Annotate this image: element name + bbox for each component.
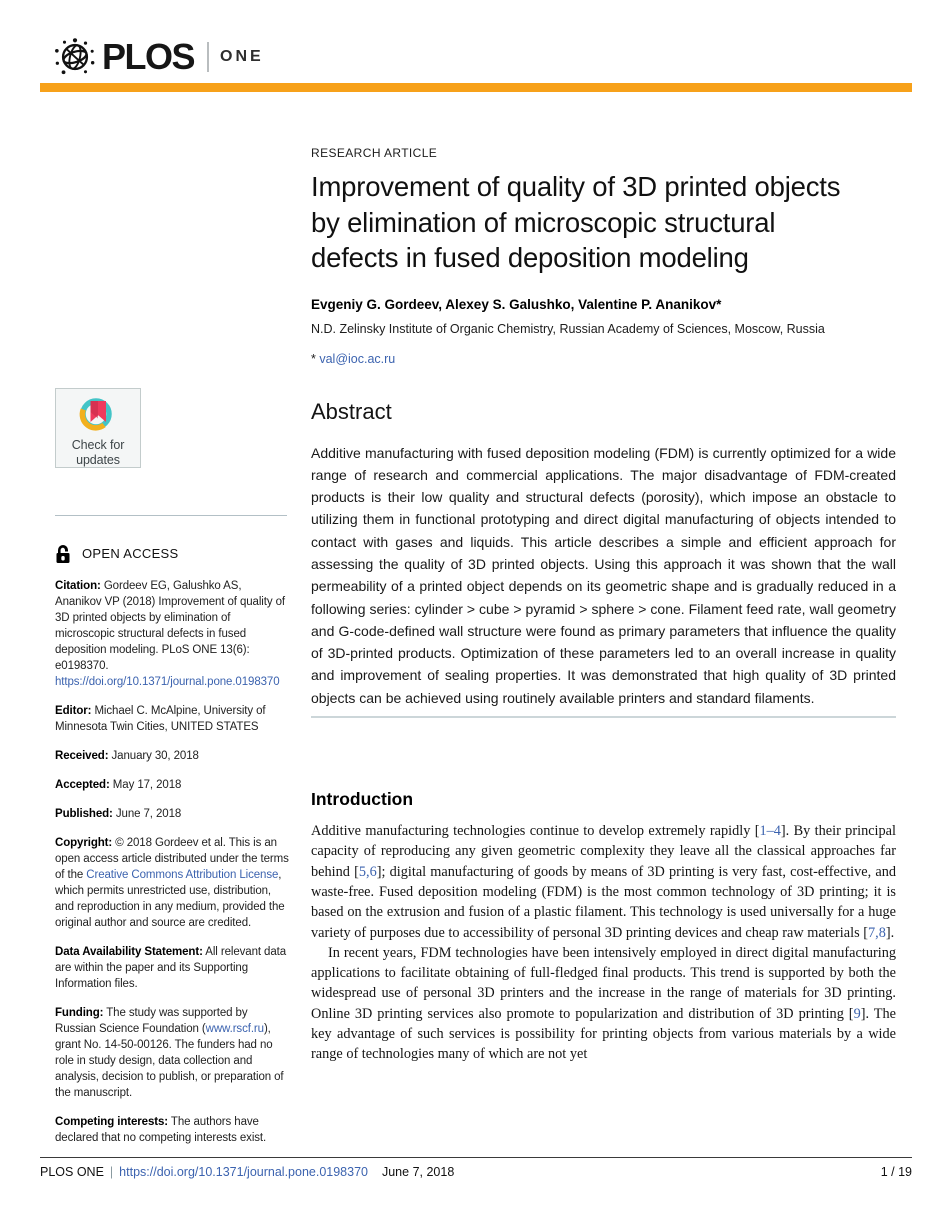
article-type-kicker: RESEARCH ARTICLE bbox=[311, 146, 438, 160]
footer-page-number: 1 / 19 bbox=[880, 1165, 912, 1179]
copyright-label: Copyright: bbox=[55, 837, 113, 849]
funding-text bbox=[55, 1007, 284, 1099]
footer-date: June 7, 2018 bbox=[381, 1165, 455, 1179]
citation-block bbox=[55, 578, 290, 690]
copyright-text bbox=[55, 837, 289, 929]
article-title: Improvement of quality of 3D printed objects by elimination of microscopic structural defects in fused deposition modeling bbox=[311, 171, 841, 273]
received-label: Received: bbox=[55, 750, 109, 762]
corresponding-asterisk: * bbox=[311, 351, 320, 366]
inline-text: , which permits unrestricted use, distribution, and reproduction in any medium, provided the original author and source are credited. bbox=[55, 869, 285, 929]
inline-link[interactable]: 1–4 bbox=[759, 823, 781, 840]
open-lock-icon bbox=[55, 543, 74, 565]
received-block bbox=[55, 748, 290, 764]
inline-text: ), grant No. 14-50-00126. The funders had no role in study design, data collection and analysis, decision to publish, or preparation of the manuscript. bbox=[55, 1023, 284, 1099]
logo-plos-text: PLOS bbox=[102, 36, 195, 77]
inline-link[interactable]: 9 bbox=[853, 1005, 861, 1022]
footer-separator: | bbox=[109, 1165, 114, 1179]
inline-text: ]. By their principal capacity of reproducing any given geometric complexity they leave all the classical approaches far behind [ bbox=[311, 823, 896, 880]
logo-one-text: ONE bbox=[220, 48, 264, 65]
article-column bbox=[311, 146, 896, 1065]
footer-doi-link[interactable]: https://doi.org/10.1371/journal.pone.0198370 bbox=[119, 1165, 368, 1179]
accepted-block bbox=[55, 777, 290, 793]
citation-label: Citation: bbox=[55, 580, 101, 592]
inline-link[interactable]: www.rscf.ru bbox=[205, 1023, 264, 1035]
introduction-paragraph-1 bbox=[311, 821, 896, 943]
corresponding-author-line bbox=[311, 352, 896, 366]
open-access-label: OPEN ACCESS bbox=[82, 546, 179, 561]
inline-text: Additive manufacturing technologies continue to develop extremely rapidly [ bbox=[311, 823, 760, 840]
funding-label: Funding: bbox=[55, 1007, 104, 1019]
inline-text: Gordeev EG, Galushko AS, Ananikov VP (2018) Improvement of quality of 3D printed objects by elimination of microscopic structural defects in fused deposition modeling. PLoS ONE 13(6): e0198370. bbox=[55, 580, 285, 672]
abstract-heading: Abstract bbox=[311, 398, 392, 424]
abstract-text: Additive manufacturing with fused deposition modeling (FDM) is currently optimized for a wide range of research and commercial applications. The major disadvantage of FDM-created products is their low quality and structural defects (porosity), which impose an obstacle to utilizing them in functional prototyping and direct digital manufacturing of objects intended to contact with gases and liquids. This article describes a simple and efficient approach for assessing the quality of 3D printed objects. Using this approach it was shown that the wall permeability of a printed object depends on its geometric shape and is gradually reduced in a following series: cylinder > cube > pyramid > sphere > cone. Filament feed rate, wall geometry and G-code-defined wall structure were found as primary parameters that influence the quality of 3D-printed products. Optimization of these parameters led to an overall increase in quality and improvement of sealing properties. It was demonstrated that high quality of 3D printed objects can be achieved using routinely available printers and standard filaments. bbox=[311, 444, 896, 706]
affiliation: N.D. Zelinsky Institute of Organic Chemistry, Russian Academy of Sciences, Moscow, Russia bbox=[311, 321, 825, 336]
inline-text: ]. The key advantage of such services is possibility for printing objects from various materials by a wide range of technologies many of which are not yet bbox=[311, 1005, 896, 1063]
copyright-block bbox=[55, 835, 290, 931]
plos-one-logo bbox=[54, 36, 264, 78]
sidebar-divider bbox=[55, 515, 287, 516]
inline-text: The study was supported by Russian Science Foundation ( bbox=[55, 1007, 248, 1035]
editor-label: Editor: bbox=[55, 705, 92, 717]
editor-block bbox=[55, 703, 290, 735]
inline-text: ]; digital manufacturing of goods by means of 3D printing is very fast, cost-effective, and waste-free. Fused deposition modeling (FDM) is the most common technology of 3D printing; it is based on the extrusion and fusion of a plastic filament. This technology is used universally for a huge variety of purposes due to accessibility of personal 3D printing devices and cheap raw materials [ bbox=[311, 863, 896, 941]
citation-text bbox=[55, 580, 285, 688]
data-availability-text: All relevant data are within the paper and its Supporting Information files. bbox=[55, 946, 287, 990]
plos-globe-icon bbox=[54, 36, 96, 78]
crossmark-icon bbox=[77, 395, 119, 435]
inline-text: ]. bbox=[885, 924, 895, 941]
inline-text: © 2018 Gordeev et al. This is an open access article distributed under the terms of the bbox=[55, 837, 289, 881]
check-for-updates-label: Check for updates bbox=[71, 438, 125, 467]
author-list: Evgeniy G. Gordeev, Alexey S. Galushko, Valentine P. Ananikov* bbox=[311, 296, 722, 312]
introduction-paragraph-2 bbox=[311, 943, 896, 1065]
inline-link[interactable]: 7,8 bbox=[868, 924, 886, 941]
abstract-divider bbox=[311, 716, 896, 718]
accepted-label: Accepted: bbox=[55, 779, 110, 791]
competing-interests-text: The authors have declared that no competing interests exist. bbox=[55, 1116, 267, 1144]
editor-text: Michael C. McAlpine, University of Minnesota Twin Cities, UNITED STATES bbox=[55, 705, 266, 733]
published-label: Published: bbox=[55, 808, 113, 820]
introduction-heading: Introduction bbox=[311, 789, 414, 810]
inline-link[interactable]: https://doi.org/10.1371/journal.pone.0198370 bbox=[55, 676, 280, 688]
accepted-date: May 17, 2018 bbox=[109, 779, 182, 791]
footer bbox=[40, 1165, 912, 1179]
corresponding-email-link[interactable]: val@ioc.ac.ru bbox=[319, 351, 396, 366]
data-availability-block bbox=[55, 944, 290, 992]
funding-block bbox=[55, 1005, 290, 1101]
data-availability-label: Data Availability Statement: bbox=[55, 946, 203, 958]
inline-text: In recent years, FDM technologies have been intensively employed in direct digital manufacturing applications to facilitate obtaining of full-fledged final products. This trend is supported by both the widespread use of personal 3D printers and the increase in the range of materials for 3D printing. Online 3D printing services also promote to popularization and distribution of 3D printing [ bbox=[311, 944, 896, 1022]
inline-link[interactable]: 5,6 bbox=[358, 863, 377, 880]
inline-link[interactable]: Creative Commons Attribution License bbox=[86, 869, 279, 881]
competing-interests-label: Competing interests: bbox=[55, 1116, 169, 1128]
footer-left bbox=[40, 1165, 454, 1179]
competing-interests-block bbox=[55, 1114, 290, 1146]
footer-journal: PLOS ONE bbox=[40, 1165, 104, 1179]
open-access-row bbox=[55, 543, 290, 565]
published-block bbox=[55, 806, 290, 822]
received-date: January 30, 2018 bbox=[108, 750, 199, 762]
logo-divider bbox=[207, 42, 209, 72]
check-for-updates-badge[interactable] bbox=[55, 388, 141, 468]
published-date: June 7, 2018 bbox=[112, 808, 182, 820]
header-accent-bar bbox=[40, 83, 912, 92]
footer-divider bbox=[40, 1157, 912, 1158]
sidebar bbox=[55, 388, 290, 1146]
